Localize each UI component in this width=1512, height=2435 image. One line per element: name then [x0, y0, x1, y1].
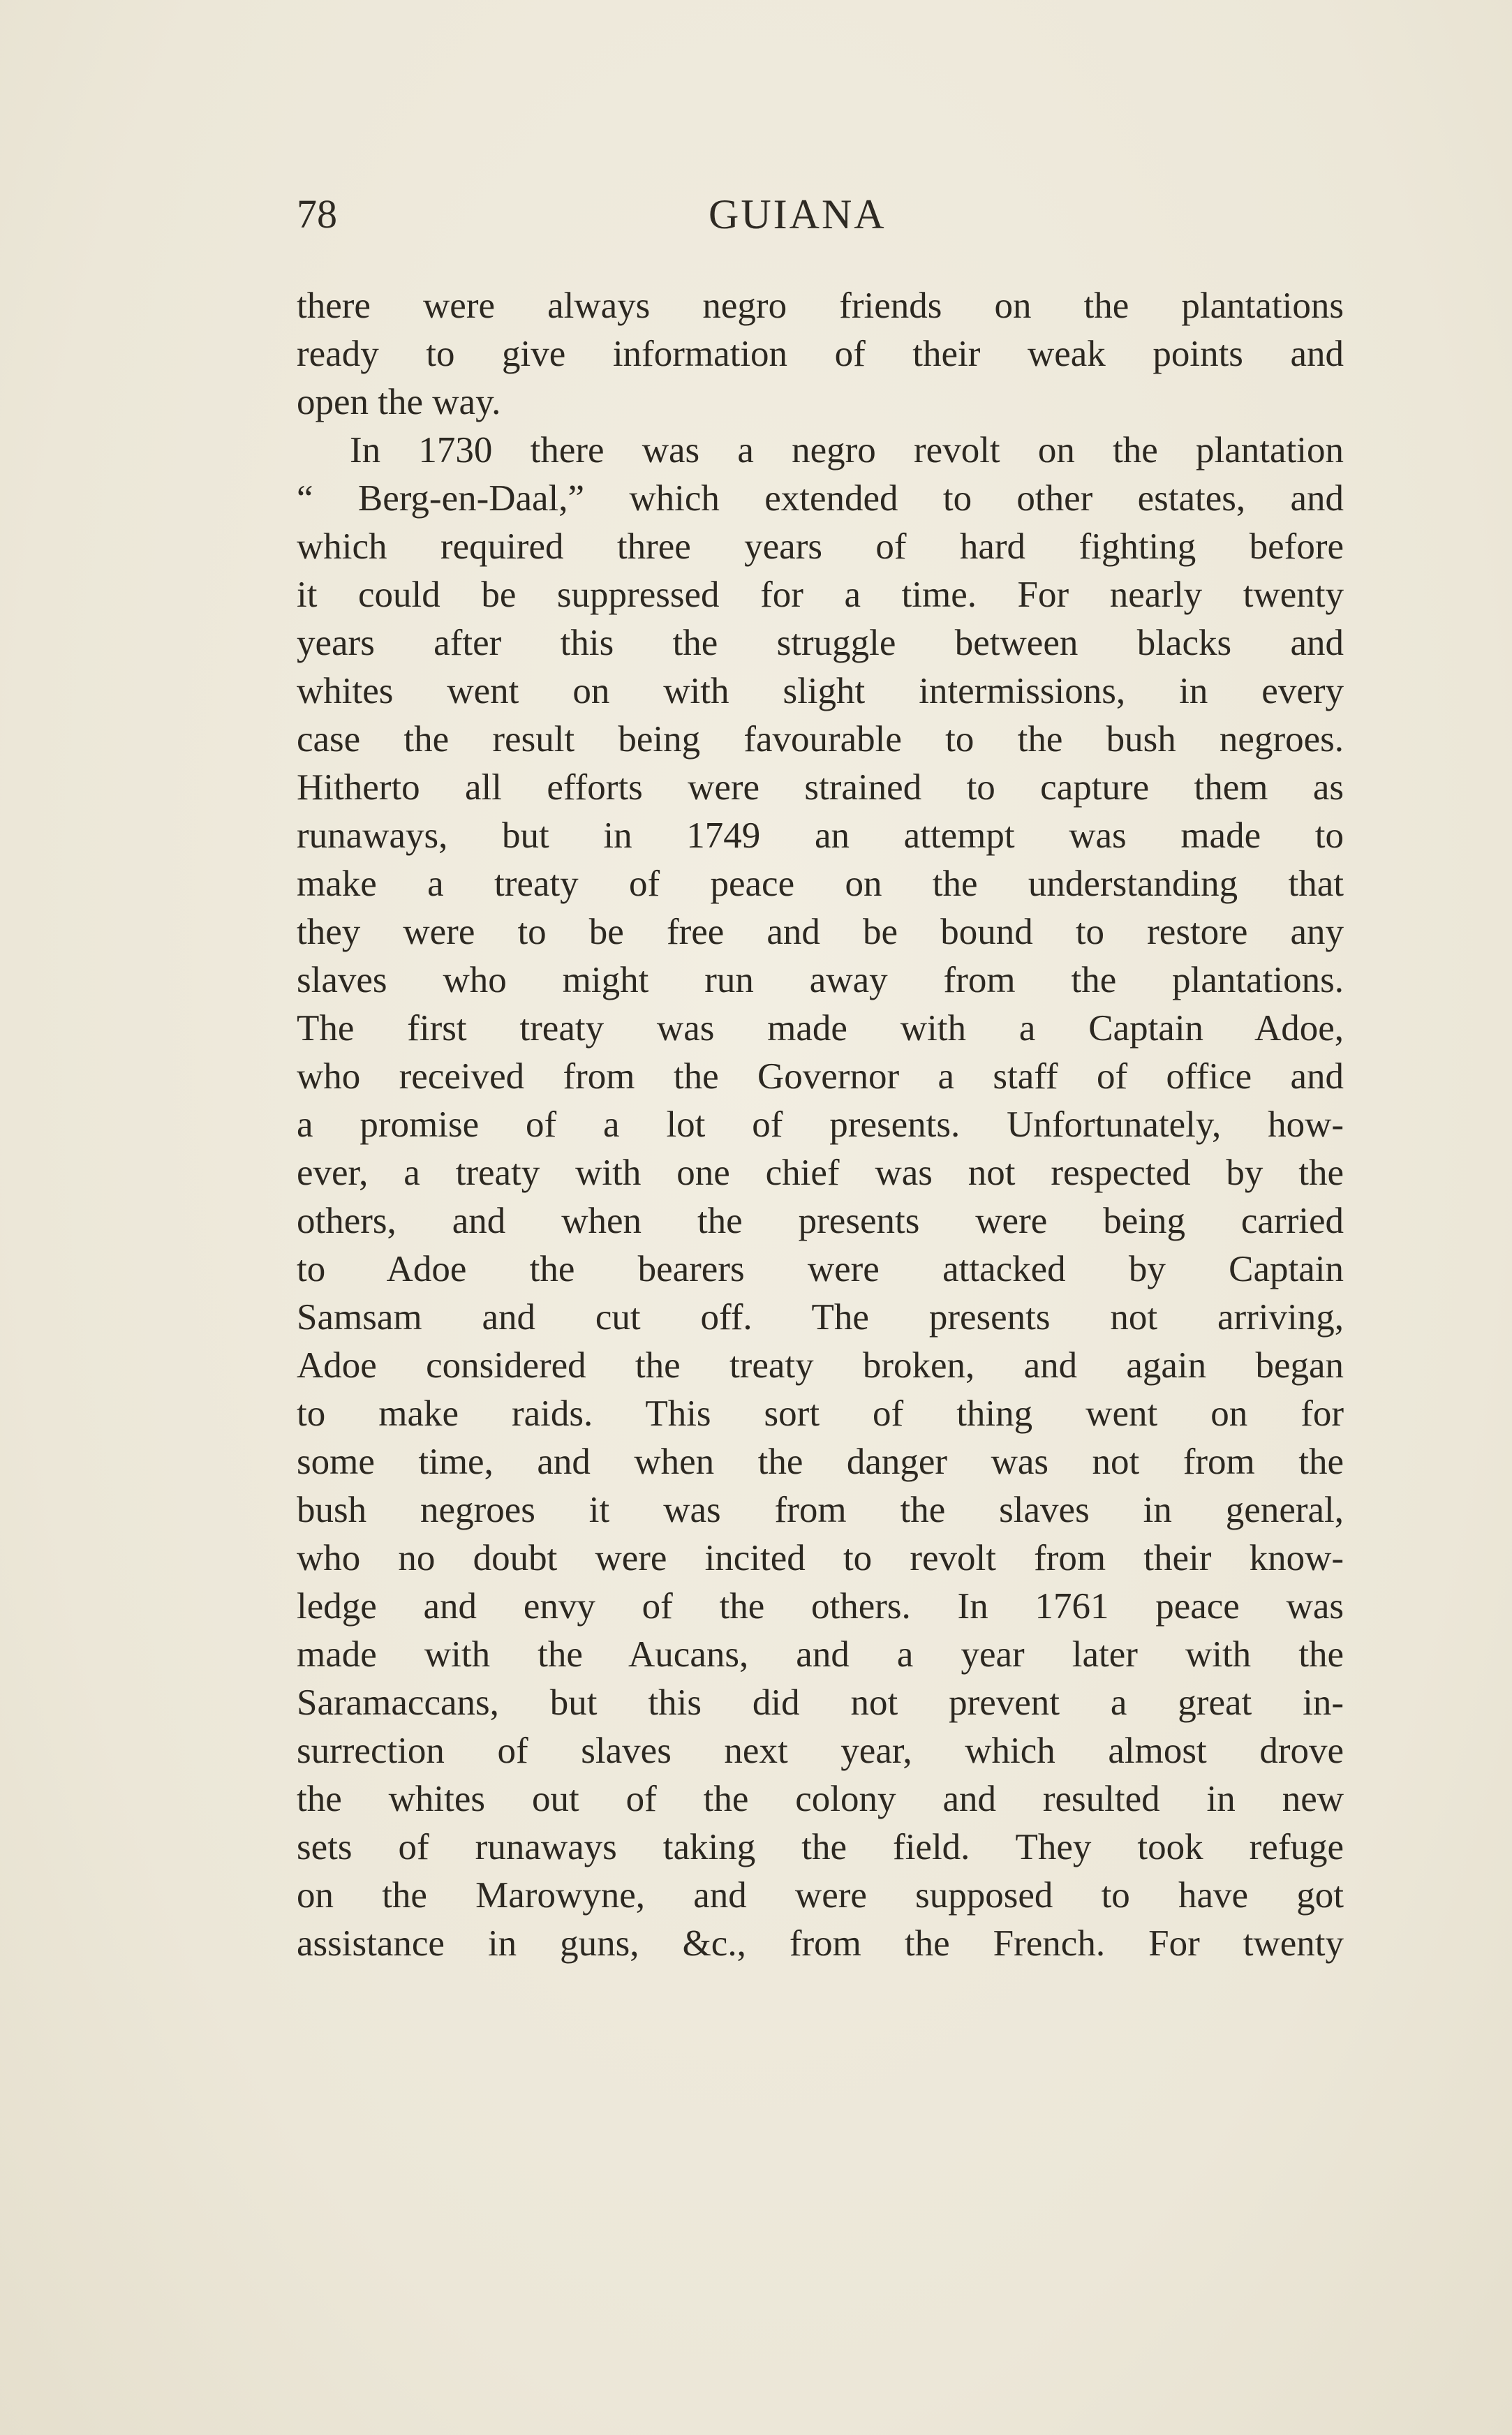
body-text [297, 282, 1344, 1968]
text-line: a promise of a lot of presents. Unfortunately, how- [297, 1104, 1344, 1145]
text-line: to make raids. This sort of thing went on for [297, 1393, 1344, 1434]
text-line: open the way. [297, 382, 501, 422]
text-line: sets of runaways taking the field. They took refuge [297, 1827, 1344, 1867]
text-line: on the Marowyne, and were supposed to have got [297, 1875, 1344, 1916]
text-line: runaways, but in 1749 an attempt was made to [297, 815, 1344, 856]
text-line: The first treaty was made with a Captain Adoe, [297, 1008, 1344, 1049]
text-line: which required three years of hard fighting before [297, 526, 1344, 567]
text-line: In 1730 there was a negro revolt on the plantation [350, 430, 1344, 471]
text-line: make a treaty of peace on the understanding that [297, 864, 1344, 904]
page-number: 78 [297, 191, 337, 237]
text-line: ready to give information of their weak points and [297, 334, 1344, 374]
text-line: case the result being favourable to the bush negroes. [297, 719, 1344, 760]
text-line: Adoe considered the treaty broken, and again began [297, 1345, 1344, 1386]
text-line: slaves who might run away from the plantations. [297, 960, 1344, 1000]
text-line: ever, a treaty with one chief was not respected by the [297, 1153, 1344, 1193]
text-line: “ Berg-en-Daal,” which extended to other estates, and [297, 478, 1344, 519]
page-header [297, 183, 1344, 246]
text-line: who received from the Governor a staff of office and [297, 1056, 1344, 1097]
text-line: others, and when the presents were being carried [297, 1201, 1344, 1241]
text-line: Samsam and cut off. The presents not arriving, [297, 1297, 1344, 1338]
text-line: there were always negro friends on the plantations [297, 286, 1344, 326]
running-title: GUIANA [709, 191, 887, 237]
text-line: some time, and when the danger was not from the [297, 1442, 1344, 1482]
text-line: surrection of slaves next year, which almost drove [297, 1731, 1344, 1771]
text-line: whites went on with slight intermissions, in every [297, 671, 1344, 711]
text-line: years after this the struggle between blacks and [297, 623, 1344, 663]
text-line: the whites out of the colony and resulted in new [297, 1779, 1344, 1819]
text-line: Hitherto all efforts were strained to capture them as [297, 767, 1344, 808]
text-line: assistance in guns, &c., from the French. For twenty [297, 1923, 1344, 1964]
text-line: ledge and envy of the others. In 1761 peace was [297, 1586, 1344, 1627]
text-line: it could be suppressed for a time. For nearly twenty [297, 575, 1344, 615]
text-line: who no doubt were incited to revolt from their know- [297, 1538, 1344, 1578]
text-line: made with the Aucans, and a year later with the [297, 1634, 1344, 1675]
text-line: bush negroes it was from the slaves in general, [297, 1490, 1344, 1530]
text-line: they were to be free and be bound to restore any [297, 912, 1344, 952]
text-line: Saramaccans, but this did not prevent a great in- [297, 1682, 1344, 1723]
text-line: to Adoe the bearers were attacked by Captain [297, 1249, 1344, 1289]
